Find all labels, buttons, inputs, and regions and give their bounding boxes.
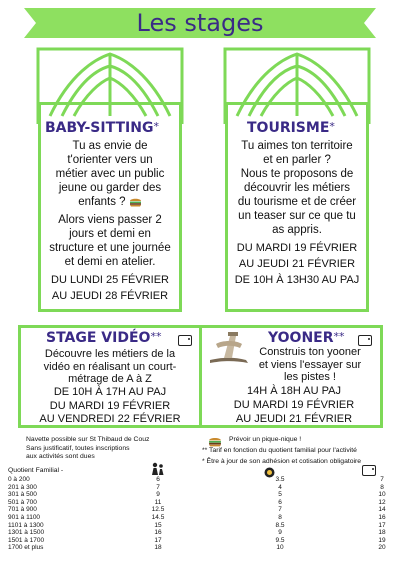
page-title: Les stages	[136, 9, 264, 37]
table-cell: 8	[278, 513, 282, 521]
table-cell: 1700 et plus	[8, 544, 44, 552]
table-cell: 20	[378, 544, 386, 552]
table-row	[8, 484, 392, 492]
table-cell: 7	[156, 483, 160, 491]
babysitting-kids-icon	[150, 462, 166, 475]
table-cell: 18	[378, 529, 386, 537]
yooner-dates: 14H À 18H AU PAJ DU MARDI 19 FÉVRIER AU JEUDI 21 FÉVRIER	[233, 385, 355, 425]
table-cell: 18	[154, 544, 162, 552]
table-cell: 901 à 1100	[8, 513, 41, 521]
burger-icon	[129, 197, 142, 207]
table-cell: 301 à 500	[8, 491, 37, 499]
table-cell: 0 à 200	[8, 476, 30, 483]
table-cell: 201 à 300	[8, 483, 37, 491]
quotient-header: Quotient Familial -	[8, 467, 64, 474]
table-cell: 701 à 900	[8, 506, 37, 514]
table-cell: 9.5	[275, 536, 285, 544]
burger-icon	[208, 434, 222, 445]
table-cell: 12	[378, 498, 386, 506]
video-title: STAGE VIDÉO**	[46, 330, 162, 346]
tourisme-title: TOURISME*	[247, 120, 335, 136]
table-cell: 6	[278, 498, 282, 506]
table-cell: 1501 à 1700	[8, 536, 45, 544]
globe-icon	[264, 465, 275, 476]
navette-note: Navette possible sur St Thibaud de Couz Sans justificatif, toutes inscriptions aux activités sont dues	[26, 436, 150, 460]
table-cell: 4	[278, 483, 282, 491]
babysitting-dates: DU LUNDI 25 FÉVRIER AU JEUDI 28 FÉVRIER	[51, 274, 169, 302]
table-cell: 12.5	[151, 506, 165, 514]
table-cell: 10	[378, 491, 386, 499]
table-cell: 7	[278, 506, 282, 514]
table-cell: 14.5	[151, 513, 165, 521]
table-row	[8, 514, 392, 522]
table-cell: 11	[154, 498, 162, 506]
table-cell: 17	[154, 536, 162, 544]
table-cell: 14	[378, 506, 386, 514]
table-cell: 17	[378, 521, 386, 529]
table-cell: 8.5	[275, 521, 285, 529]
table-cell: 16	[378, 513, 386, 521]
table-cell: 501 à 700	[8, 498, 37, 506]
tarif-table	[8, 476, 392, 552]
table-cell: 1301 à 1500	[8, 529, 45, 537]
table-cell: 10	[276, 544, 284, 552]
table-cell: 6	[156, 476, 160, 483]
tourisme-description: Tu aimes ton territoire et en parler ? Nous te proposons de découvrir les métiers du tourisme et de créer un teaser sur ce que tu as appris.	[237, 140, 357, 236]
table-cell: 5	[278, 491, 282, 499]
tv-icon	[358, 335, 372, 346]
table-row	[8, 491, 392, 499]
table-row	[8, 537, 392, 545]
table-cell: 3.5	[275, 476, 285, 483]
tv-icon	[178, 335, 192, 346]
table-cell: 7	[380, 476, 384, 483]
table-cell: 1101 à 1300	[8, 521, 44, 529]
yooner-title: YOONER**	[268, 330, 345, 346]
tv-icon	[362, 465, 376, 476]
tourisme-dates: DU MARDI 19 FÉVRIER AU JEUDI 21 FÉVRIER DE 10H À 13H30 AU PAJ	[234, 242, 360, 286]
table-row	[8, 506, 392, 514]
table-row	[8, 499, 392, 507]
adhesion-note: * Être à jour de son adhésion et cotisation obligatoire	[202, 458, 362, 465]
table-cell: 16	[154, 529, 162, 537]
babysitting-title: BABY-SITTING*	[45, 120, 159, 136]
video-description: Découvre les métiers de la vidéo en réalisant un court- métrage de A à Z	[43, 348, 177, 385]
yooner-description: Construis ton yooner et viens l'essayer sur les pistes !	[258, 346, 362, 383]
table-cell: 19	[378, 536, 386, 544]
video-dates: DE 10H À 17H AU PAJ DU MARDI 19 FÉVRIER AU VENDREDI 22 FÉVRIER	[39, 386, 181, 425]
table-row	[8, 544, 392, 552]
table-cell: 15	[154, 521, 162, 529]
table-row	[8, 522, 392, 530]
table-cell: 9	[156, 491, 160, 499]
table-cell: 9	[278, 529, 282, 537]
picnic-note: Prévoir un pique-nique !	[229, 436, 302, 443]
tarif-note: ** Tarif en fonction du quotient familial pour l'activité	[202, 447, 357, 454]
table-row	[8, 476, 392, 484]
table-cell: 8	[380, 483, 384, 491]
babysitting-description: Tu as envie de t'orienter vers un métier avec un public jeune ou garder des enfants ? Alors viens passer 2 jours et demi en structure et une journée et demi en atelier.	[49, 140, 171, 268]
table-row	[8, 529, 392, 537]
